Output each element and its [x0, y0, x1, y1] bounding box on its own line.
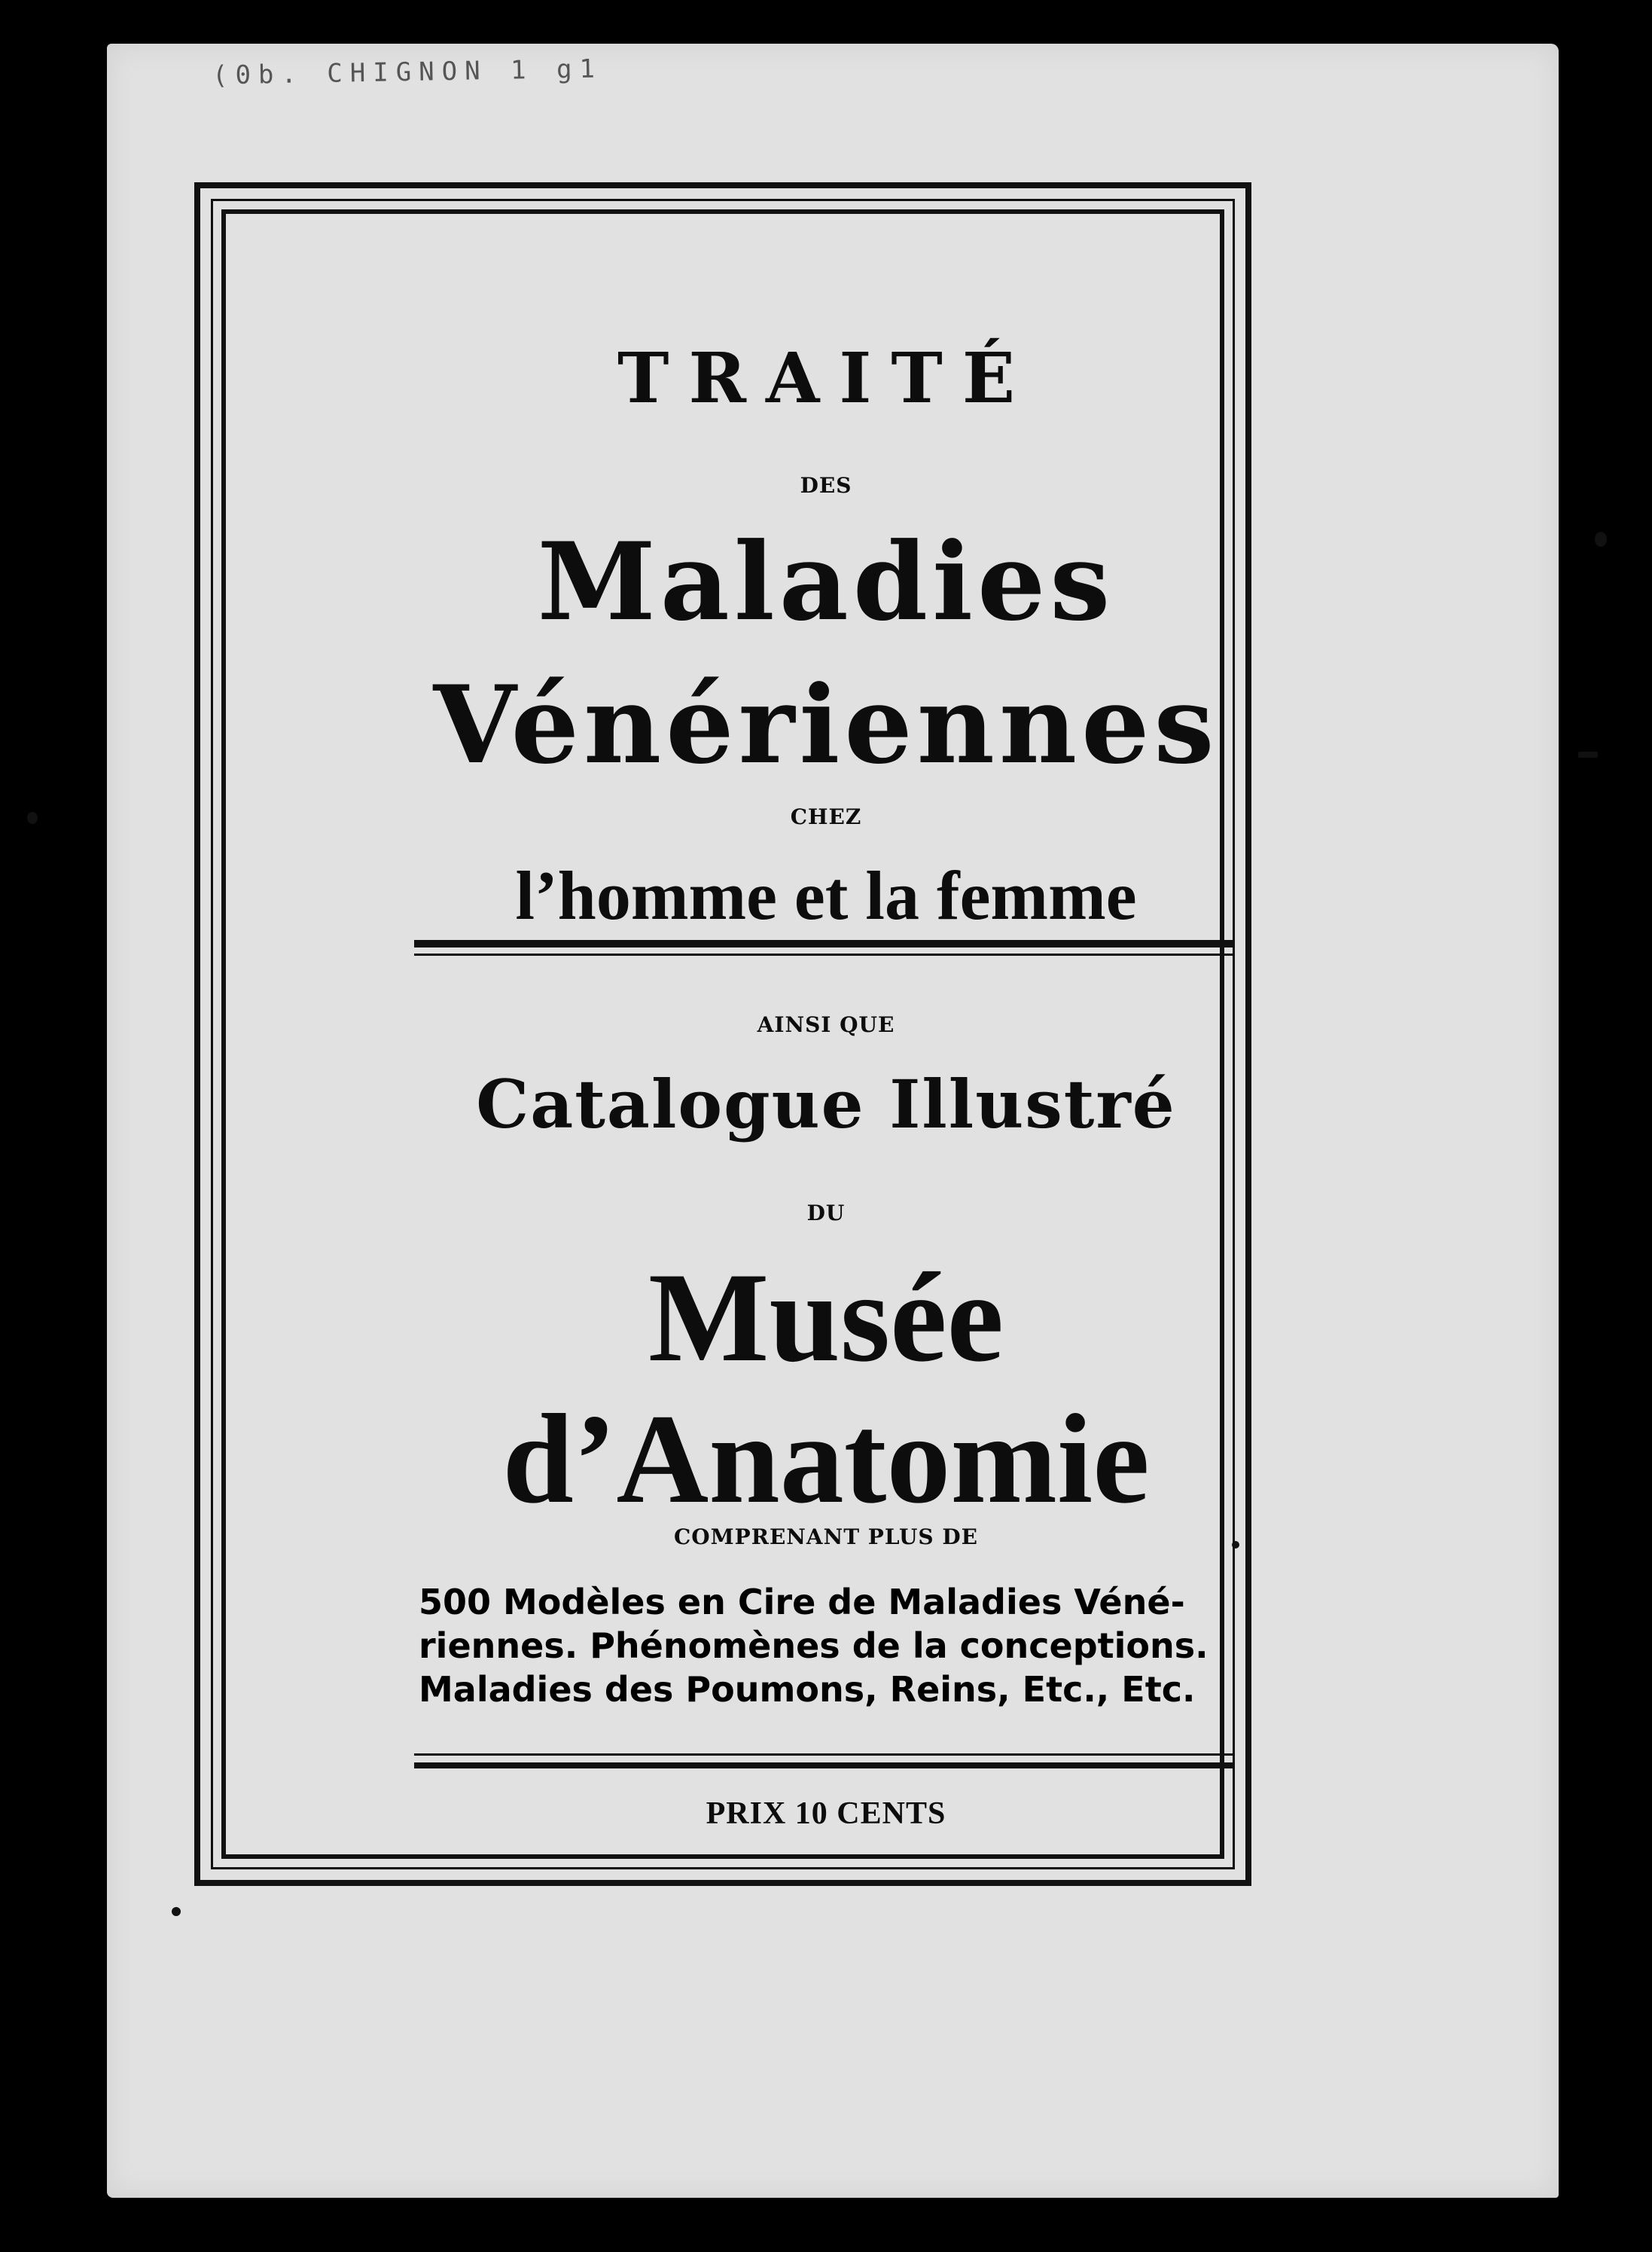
handwritten-note: (0b. CHIGNON 1 g1: [212, 53, 603, 91]
price-label: PRIX 10 CENTS: [706, 1796, 946, 1831]
description-block: [419, 1580, 1232, 1711]
scan-speck: [172, 1907, 181, 1916]
label-ainsi-que: AINSI QUE: [757, 1012, 895, 1037]
heading-veneriennes: Vénériennes: [433, 663, 1219, 788]
description-line-1: 500 Modèles en Cire de Maladies Véné-: [419, 1582, 1185, 1622]
scan-speck: [1578, 752, 1598, 758]
heading-catalogue: Catalogue Illustré: [476, 1065, 1176, 1143]
heading-musee: Musée: [648, 1247, 1004, 1388]
label-des: DES: [800, 473, 852, 498]
scan-speck: [1595, 532, 1607, 547]
description-line-3: Maladies des Poumons, Reins, Etc., Etc.: [419, 1669, 1196, 1710]
rule-thick: [414, 940, 1233, 947]
label-chez: CHEZ: [790, 804, 862, 829]
heading-maladies: Maladies: [537, 520, 1115, 645]
heading-traite: TRAITÉ: [617, 337, 1035, 419]
rule-thin-bottom: [414, 1753, 1233, 1756]
label-comprenant: COMPRENANT PLUS DE: [673, 1524, 979, 1549]
scan-speck: [1232, 1541, 1239, 1549]
scan-speck: [27, 812, 38, 824]
rule-thin: [414, 954, 1233, 956]
label-du: DU: [806, 1201, 846, 1225]
description-line-2: riennes. Phénomènes de la conceptions.: [419, 1625, 1209, 1666]
heading-homme-femme: l’homme et la femme: [515, 857, 1137, 934]
heading-anatomie: d’Anatomie: [502, 1388, 1150, 1530]
rule-thick-bottom: [414, 1762, 1233, 1768]
